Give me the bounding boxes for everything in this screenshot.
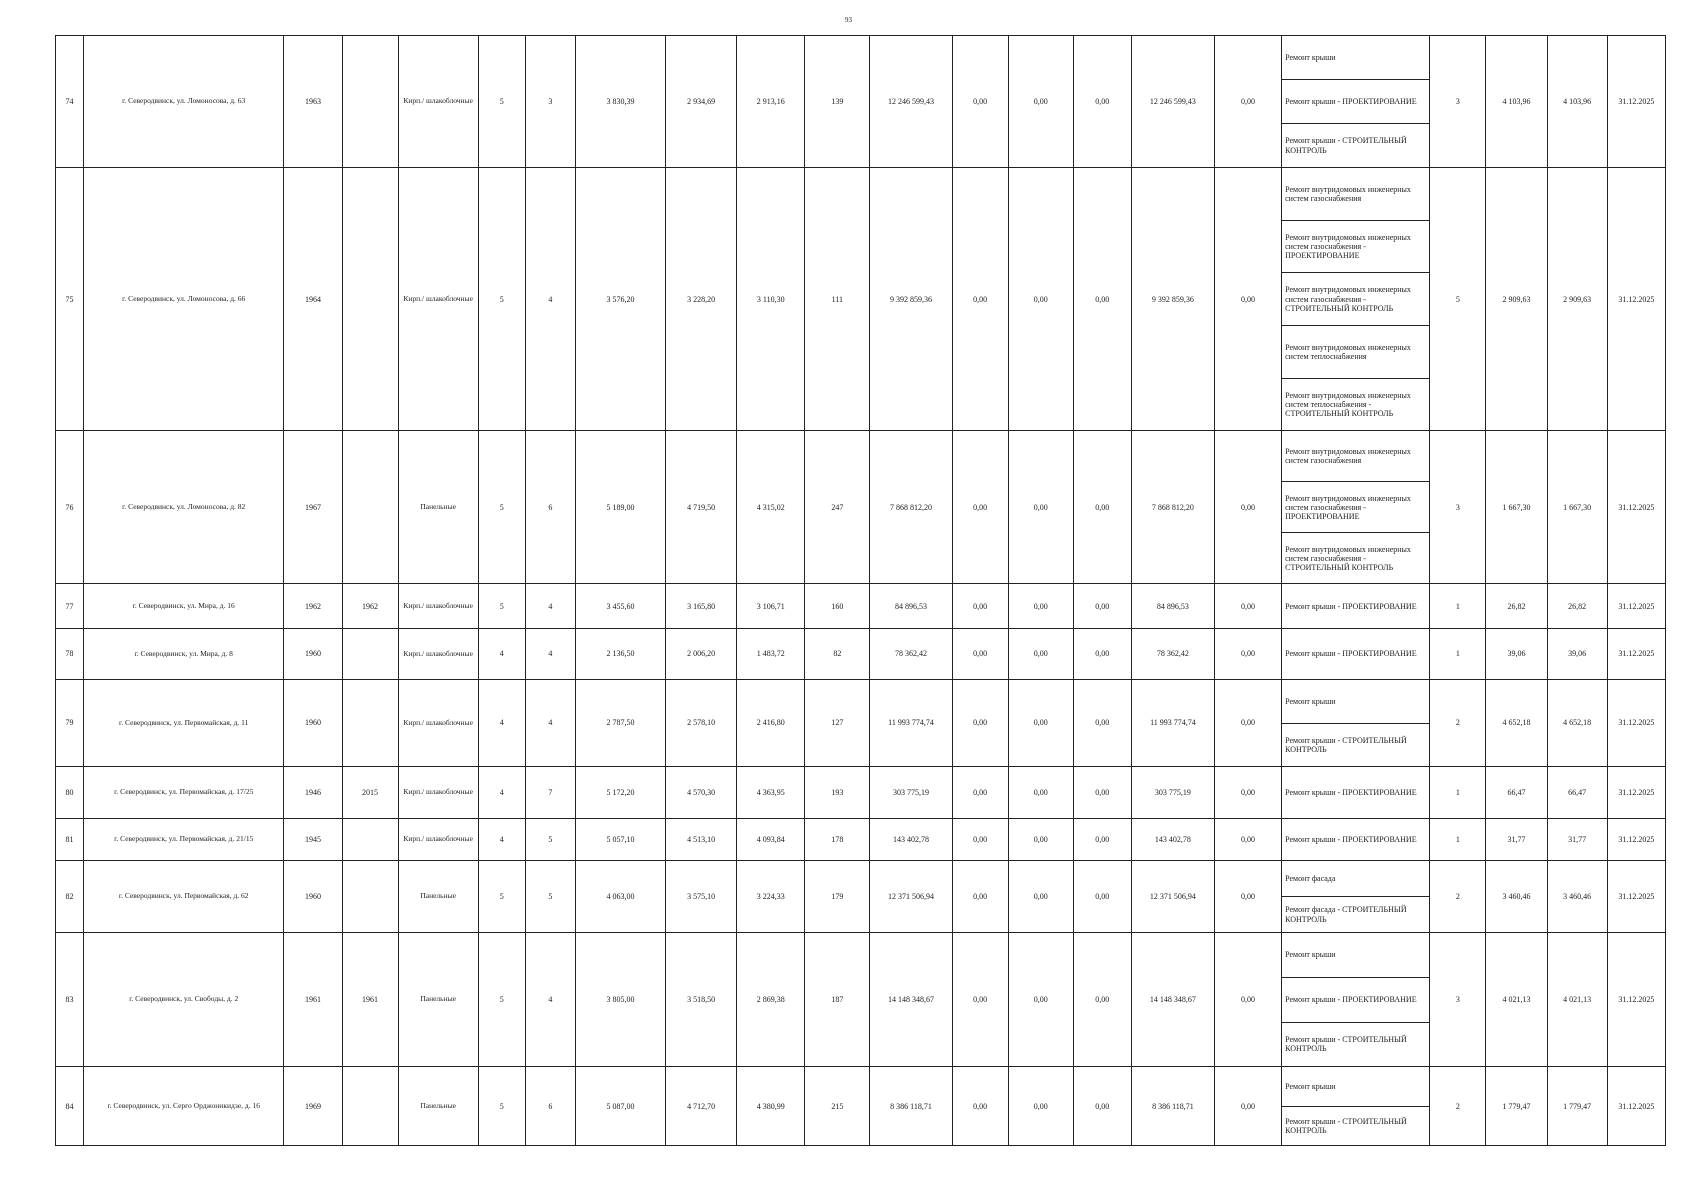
entrances-count: 4 bbox=[525, 168, 575, 431]
year-reconstructed: 2015 bbox=[342, 766, 398, 818]
unit-cost-limit: 4 103,96 bbox=[1547, 36, 1607, 168]
residents-count: 127 bbox=[805, 680, 870, 767]
year-reconstructed bbox=[342, 431, 398, 584]
entrances-count: 5 bbox=[525, 819, 575, 860]
cost-owners: 9 392 859,36 bbox=[1131, 168, 1214, 431]
unit-cost-limit: 3 460,46 bbox=[1547, 860, 1607, 933]
year-built: 1962 bbox=[284, 584, 342, 628]
works-list bbox=[1282, 933, 1429, 1066]
residential-area: 2 416,80 bbox=[737, 680, 805, 767]
cost-budget-municipal: 0,00 bbox=[1073, 766, 1131, 818]
works-count: 2 bbox=[1430, 680, 1486, 767]
works-cell bbox=[1282, 431, 1430, 584]
unit-cost: 3 460,46 bbox=[1486, 860, 1547, 933]
floors-count: 5 bbox=[478, 584, 525, 628]
work-item: Ремонт внутридомовых инженерных систем газоснабжения - ПРОЕКТИРОВАНИЕ bbox=[1282, 482, 1429, 533]
residents-count: 82 bbox=[805, 628, 870, 679]
cost-owners: 84 896,53 bbox=[1131, 584, 1214, 628]
floors-count: 5 bbox=[478, 168, 525, 431]
floors-count: 4 bbox=[478, 819, 525, 860]
cost-fund: 0,00 bbox=[952, 860, 1008, 933]
cost-budget-municipal: 0,00 bbox=[1073, 36, 1131, 168]
cost-owners: 303 775,19 bbox=[1131, 766, 1214, 818]
cost-budget-region: 0,00 bbox=[1008, 168, 1073, 431]
table-row bbox=[56, 628, 1666, 679]
table-row bbox=[56, 933, 1666, 1067]
year-built: 1964 bbox=[284, 168, 342, 431]
works-list bbox=[1282, 1067, 1429, 1145]
works-count: 1 bbox=[1430, 819, 1486, 860]
works-cell bbox=[1282, 860, 1430, 933]
row-number: 75 bbox=[56, 168, 84, 431]
living-area: 4 719,50 bbox=[666, 431, 737, 584]
living-area: 2 006,20 bbox=[666, 628, 737, 679]
address: г. Северодвинск, ул. Мира, д. 8 bbox=[84, 628, 284, 679]
repair-register-table bbox=[55, 35, 1666, 1146]
year-built: 1946 bbox=[284, 766, 342, 818]
cost-other: 0,00 bbox=[1214, 36, 1281, 168]
cost-budget-municipal: 0,00 bbox=[1073, 168, 1131, 431]
floors-count: 4 bbox=[478, 680, 525, 767]
cost-budget-municipal: 0,00 bbox=[1073, 680, 1131, 767]
living-area: 3 228,20 bbox=[666, 168, 737, 431]
works-count: 1 bbox=[1430, 628, 1486, 679]
unit-cost: 2 909,63 bbox=[1486, 168, 1547, 431]
works-cell bbox=[1282, 680, 1430, 767]
cost-budget-region: 0,00 bbox=[1008, 584, 1073, 628]
residential-area: 2 913,16 bbox=[737, 36, 805, 168]
address: г. Северодвинск, ул. Первомайская, д. 17/25 bbox=[84, 766, 284, 818]
residents-count: 139 bbox=[805, 36, 870, 168]
cost-owners: 12 246 599,43 bbox=[1131, 36, 1214, 168]
cost-other: 0,00 bbox=[1214, 766, 1281, 818]
table-row bbox=[56, 766, 1666, 818]
cost-fund: 0,00 bbox=[952, 1067, 1008, 1146]
works-cell bbox=[1282, 168, 1430, 431]
year-reconstructed bbox=[342, 1067, 398, 1146]
total-area: 5 172,20 bbox=[575, 766, 665, 818]
table-row bbox=[56, 36, 1666, 168]
deadline: 31.12.2025 bbox=[1607, 431, 1665, 584]
floors-count: 5 bbox=[478, 1067, 525, 1146]
total-cost: 12 246 599,43 bbox=[870, 36, 952, 168]
cost-budget-region: 0,00 bbox=[1008, 628, 1073, 679]
cost-fund: 0,00 bbox=[952, 819, 1008, 860]
total-cost: 84 896,53 bbox=[870, 584, 952, 628]
floors-count: 5 bbox=[478, 431, 525, 584]
row-number: 77 bbox=[56, 584, 84, 628]
unit-cost: 4 021,13 bbox=[1486, 933, 1547, 1067]
year-built: 1960 bbox=[284, 680, 342, 767]
cost-budget-municipal: 0,00 bbox=[1073, 819, 1131, 860]
total-cost: 78 362,42 bbox=[870, 628, 952, 679]
year-built: 1969 bbox=[284, 1067, 342, 1146]
unit-cost-limit: 39,06 bbox=[1547, 628, 1607, 679]
works-list bbox=[1282, 819, 1429, 859]
row-number: 76 bbox=[56, 431, 84, 584]
works-count: 3 bbox=[1430, 933, 1486, 1067]
living-area: 3 575,10 bbox=[666, 860, 737, 933]
residents-count: 193 bbox=[805, 766, 870, 818]
entrances-count: 4 bbox=[525, 680, 575, 767]
cost-other: 0,00 bbox=[1214, 431, 1281, 584]
deadline: 31.12.2025 bbox=[1607, 628, 1665, 679]
works-count: 1 bbox=[1430, 766, 1486, 818]
living-area: 3 165,80 bbox=[666, 584, 737, 628]
works-cell bbox=[1282, 766, 1430, 818]
cost-budget-region: 0,00 bbox=[1008, 766, 1073, 818]
year-built: 1960 bbox=[284, 860, 342, 933]
residents-count: 215 bbox=[805, 1067, 870, 1146]
table-row bbox=[56, 819, 1666, 860]
deadline: 31.12.2025 bbox=[1607, 36, 1665, 168]
table-row bbox=[56, 680, 1666, 767]
table-row bbox=[56, 168, 1666, 431]
row-number: 80 bbox=[56, 766, 84, 818]
address: г. Северодвинск, ул. Ломоносова, д. 63 bbox=[84, 36, 284, 168]
table-body bbox=[56, 36, 1666, 1146]
row-number: 84 bbox=[56, 1067, 84, 1146]
cost-owners: 78 362,42 bbox=[1131, 628, 1214, 679]
residents-count: 111 bbox=[805, 168, 870, 431]
total-cost: 11 993 774,74 bbox=[870, 680, 952, 767]
cost-owners: 12 371 506,94 bbox=[1131, 860, 1214, 933]
cost-budget-region: 0,00 bbox=[1008, 36, 1073, 168]
total-cost: 7 868 812,20 bbox=[870, 431, 952, 584]
address: г. Северодвинск, ул. Серго Орджоникидзе, д. 16 bbox=[84, 1067, 284, 1146]
works-cell bbox=[1282, 1067, 1430, 1146]
cost-owners: 11 993 774,74 bbox=[1131, 680, 1214, 767]
works-count: 1 bbox=[1430, 584, 1486, 628]
wall-material: Кирп./ шлакоблочные bbox=[398, 584, 478, 628]
works-list bbox=[1282, 584, 1429, 627]
unit-cost-limit: 2 909,63 bbox=[1547, 168, 1607, 431]
cost-budget-region: 0,00 bbox=[1008, 680, 1073, 767]
cost-owners: 143 402,78 bbox=[1131, 819, 1214, 860]
deadline: 31.12.2025 bbox=[1607, 933, 1665, 1067]
works-list bbox=[1282, 680, 1429, 766]
floors-count: 4 bbox=[478, 628, 525, 679]
works-list bbox=[1282, 36, 1429, 167]
work-item: Ремонт крыши bbox=[1282, 36, 1429, 80]
unit-cost-limit: 31,77 bbox=[1547, 819, 1607, 860]
total-cost: 12 371 506,94 bbox=[870, 860, 952, 933]
unit-cost: 1 667,30 bbox=[1486, 431, 1547, 584]
unit-cost-limit: 4 021,13 bbox=[1547, 933, 1607, 1067]
entrances-count: 6 bbox=[525, 1067, 575, 1146]
cost-budget-municipal: 0,00 bbox=[1073, 431, 1131, 584]
works-cell bbox=[1282, 628, 1430, 679]
residential-area: 4 380,99 bbox=[737, 1067, 805, 1146]
total-area: 5 189,00 bbox=[575, 431, 665, 584]
table-row bbox=[56, 1067, 1666, 1146]
residents-count: 160 bbox=[805, 584, 870, 628]
total-area: 3 830,39 bbox=[575, 36, 665, 168]
works-list bbox=[1282, 431, 1429, 583]
total-cost: 143 402,78 bbox=[870, 819, 952, 860]
table-row bbox=[56, 431, 1666, 584]
cost-fund: 0,00 bbox=[952, 680, 1008, 767]
work-item: Ремонт крыши - ПРОЕКТИРОВАНИЕ bbox=[1285, 834, 1417, 844]
unit-cost-limit: 1 779,47 bbox=[1547, 1067, 1607, 1146]
floors-count: 5 bbox=[478, 36, 525, 168]
works-list bbox=[1282, 168, 1429, 430]
work-item: Ремонт фасада bbox=[1282, 861, 1429, 897]
cost-budget-municipal: 0,00 bbox=[1073, 933, 1131, 1067]
table-row bbox=[56, 584, 1666, 628]
total-cost: 8 386 118,71 bbox=[870, 1067, 952, 1146]
residential-area: 3 224,33 bbox=[737, 860, 805, 933]
work-item: Ремонт фасада - СТРОИТЕЛЬНЫЙ КОНТРОЛЬ bbox=[1285, 905, 1407, 924]
year-reconstructed bbox=[342, 36, 398, 168]
wall-material: Панельные bbox=[398, 1067, 478, 1146]
wall-material: Панельные bbox=[398, 933, 478, 1067]
living-area: 4 712,70 bbox=[666, 1067, 737, 1146]
work-item: Ремонт крыши bbox=[1282, 1067, 1429, 1106]
cost-other: 0,00 bbox=[1214, 819, 1281, 860]
unit-cost: 1 779,47 bbox=[1486, 1067, 1547, 1146]
work-item: Ремонт крыши - СТРОИТЕЛЬНЫЙ КОНТРОЛЬ bbox=[1285, 1035, 1407, 1054]
cost-other: 0,00 bbox=[1214, 933, 1281, 1067]
wall-material: Кирп./ шлакоблочные bbox=[398, 819, 478, 860]
cost-other: 0,00 bbox=[1214, 628, 1281, 679]
total-cost: 9 392 859,36 bbox=[870, 168, 952, 431]
deadline: 31.12.2025 bbox=[1607, 168, 1665, 431]
entrances-count: 4 bbox=[525, 628, 575, 679]
address: г. Северодвинск, ул. Ломоносова, д. 82 bbox=[84, 431, 284, 584]
work-item: Ремонт крыши bbox=[1282, 680, 1429, 723]
cost-budget-municipal: 0,00 bbox=[1073, 584, 1131, 628]
deadline: 31.12.2025 bbox=[1607, 680, 1665, 767]
residential-area: 3 106,71 bbox=[737, 584, 805, 628]
unit-cost: 39,06 bbox=[1486, 628, 1547, 679]
wall-material: Панельные bbox=[398, 860, 478, 933]
cost-owners: 8 386 118,71 bbox=[1131, 1067, 1214, 1146]
cost-other: 0,00 bbox=[1214, 860, 1281, 933]
cost-fund: 0,00 bbox=[952, 933, 1008, 1067]
unit-cost: 66,47 bbox=[1486, 766, 1547, 818]
cost-fund: 0,00 bbox=[952, 584, 1008, 628]
unit-cost: 4 652,18 bbox=[1486, 680, 1547, 767]
residential-area: 3 110,30 bbox=[737, 168, 805, 431]
total-area: 5 087,00 bbox=[575, 1067, 665, 1146]
work-item: Ремонт внутридомовых инженерных систем газоснабжения - СТРОИТЕЛЬНЫЙ КОНТРОЛЬ bbox=[1285, 544, 1411, 572]
address: г. Северодвинск, ул. Первомайская, д. 62 bbox=[84, 860, 284, 933]
year-reconstructed bbox=[342, 168, 398, 431]
entrances-count: 4 bbox=[525, 584, 575, 628]
residents-count: 178 bbox=[805, 819, 870, 860]
entrances-count: 7 bbox=[525, 766, 575, 818]
residents-count: 247 bbox=[805, 431, 870, 584]
year-built: 1961 bbox=[284, 933, 342, 1067]
cost-other: 0,00 bbox=[1214, 168, 1281, 431]
cost-budget-municipal: 0,00 bbox=[1073, 860, 1131, 933]
entrances-count: 6 bbox=[525, 431, 575, 584]
unit-cost-limit: 66,47 bbox=[1547, 766, 1607, 818]
cost-fund: 0,00 bbox=[952, 431, 1008, 584]
total-area: 5 057,10 bbox=[575, 819, 665, 860]
deadline: 31.12.2025 bbox=[1607, 766, 1665, 818]
row-number: 81 bbox=[56, 819, 84, 860]
wall-material: Панельные bbox=[398, 431, 478, 584]
cost-budget-municipal: 0,00 bbox=[1073, 628, 1131, 679]
wall-material: Кирп./ шлакоблочные bbox=[398, 628, 478, 679]
living-area: 3 518,50 bbox=[666, 933, 737, 1067]
works-cell bbox=[1282, 36, 1430, 168]
work-item: Ремонт крыши - СТРОИТЕЛЬНЫЙ КОНТРОЛЬ bbox=[1285, 735, 1407, 754]
work-item: Ремонт крыши - СТРОИТЕЛЬНЫЙ КОНТРОЛЬ bbox=[1285, 136, 1407, 155]
deadline: 31.12.2025 bbox=[1607, 860, 1665, 933]
work-item: Ремонт крыши - ПРОЕКТИРОВАНИЕ bbox=[1285, 787, 1417, 797]
cost-budget-region: 0,00 bbox=[1008, 860, 1073, 933]
works-count: 5 bbox=[1430, 168, 1486, 431]
cost-budget-municipal: 0,00 bbox=[1073, 1067, 1131, 1146]
unit-cost-limit: 1 667,30 bbox=[1547, 431, 1607, 584]
address: г. Северодвинск, ул. Первомайская, д. 21/15 bbox=[84, 819, 284, 860]
work-item: Ремонт крыши - ПРОЕКТИРОВАНИЕ bbox=[1282, 978, 1429, 1023]
total-cost: 303 775,19 bbox=[870, 766, 952, 818]
cost-owners: 7 868 812,20 bbox=[1131, 431, 1214, 584]
wall-material: Кирп./ шлакоблочные bbox=[398, 766, 478, 818]
cost-other: 0,00 bbox=[1214, 680, 1281, 767]
cost-other: 0,00 bbox=[1214, 1067, 1281, 1146]
work-item: Ремонт крыши - ПРОЕКТИРОВАНИЕ bbox=[1285, 601, 1417, 611]
year-reconstructed: 1961 bbox=[342, 933, 398, 1067]
works-count: 3 bbox=[1430, 431, 1486, 584]
work-item: Ремонт крыши bbox=[1282, 933, 1429, 978]
residential-area: 4 093,84 bbox=[737, 819, 805, 860]
address: г. Северодвинск, ул. Первомайская, д. 11 bbox=[84, 680, 284, 767]
work-item: Ремонт внутридомовых инженерных систем газоснабжения bbox=[1282, 431, 1429, 482]
total-cost: 14 148 348,67 bbox=[870, 933, 952, 1067]
year-reconstructed bbox=[342, 860, 398, 933]
works-list bbox=[1282, 629, 1429, 679]
floors-count: 5 bbox=[478, 933, 525, 1067]
deadline: 31.12.2025 bbox=[1607, 584, 1665, 628]
residential-area: 1 483,72 bbox=[737, 628, 805, 679]
cost-budget-region: 0,00 bbox=[1008, 1067, 1073, 1146]
deadline: 31.12.2025 bbox=[1607, 1067, 1665, 1146]
wall-material: Кирп./ шлакоблочные bbox=[398, 36, 478, 168]
year-reconstructed bbox=[342, 628, 398, 679]
living-area: 4 570,30 bbox=[666, 766, 737, 818]
cost-owners: 14 148 348,67 bbox=[1131, 933, 1214, 1067]
work-item: Ремонт крыши - СТРОИТЕЛЬНЫЙ КОНТРОЛЬ bbox=[1285, 1116, 1407, 1135]
year-reconstructed: 1962 bbox=[342, 584, 398, 628]
cost-budget-region: 0,00 bbox=[1008, 431, 1073, 584]
work-item: Ремонт внутридомовых инженерных систем теплоснабжения bbox=[1282, 326, 1429, 379]
cost-fund: 0,00 bbox=[952, 168, 1008, 431]
year-built: 1960 bbox=[284, 628, 342, 679]
deadline: 31.12.2025 bbox=[1607, 819, 1665, 860]
cost-fund: 0,00 bbox=[952, 36, 1008, 168]
total-area: 3 455,60 bbox=[575, 584, 665, 628]
unit-cost-limit: 4 652,18 bbox=[1547, 680, 1607, 767]
row-number: 78 bbox=[56, 628, 84, 679]
floors-count: 5 bbox=[478, 860, 525, 933]
unit-cost-limit: 26,82 bbox=[1547, 584, 1607, 628]
residential-area: 4 363,95 bbox=[737, 766, 805, 818]
row-number: 74 bbox=[56, 36, 84, 168]
work-item: Ремонт крыши - ПРОЕКТИРОВАНИЕ bbox=[1285, 649, 1417, 659]
works-count: 2 bbox=[1430, 860, 1486, 933]
work-item: Ремонт крыши - ПРОЕКТИРОВАНИЕ bbox=[1282, 80, 1429, 124]
residential-area: 4 315,02 bbox=[737, 431, 805, 584]
row-number: 83 bbox=[56, 933, 84, 1067]
cost-fund: 0,00 bbox=[952, 628, 1008, 679]
cost-other: 0,00 bbox=[1214, 584, 1281, 628]
works-list bbox=[1282, 861, 1429, 933]
year-built: 1963 bbox=[284, 36, 342, 168]
address: г. Северодвинск, ул. Свободы, д. 2 bbox=[84, 933, 284, 1067]
works-list bbox=[1282, 767, 1429, 818]
works-cell bbox=[1282, 933, 1430, 1067]
cost-budget-region: 0,00 bbox=[1008, 933, 1073, 1067]
total-area: 2 136,50 bbox=[575, 628, 665, 679]
residents-count: 179 bbox=[805, 860, 870, 933]
unit-cost: 31,77 bbox=[1486, 819, 1547, 860]
total-area: 3 576,20 bbox=[575, 168, 665, 431]
unit-cost: 4 103,96 bbox=[1486, 36, 1547, 168]
address: г. Северодвинск, ул. Ломоносова, д. 66 bbox=[84, 168, 284, 431]
year-built: 1945 bbox=[284, 819, 342, 860]
page-number: 93 bbox=[845, 16, 852, 24]
total-area: 2 787,50 bbox=[575, 680, 665, 767]
residents-count: 187 bbox=[805, 933, 870, 1067]
living-area: 2 578,10 bbox=[666, 680, 737, 767]
entrances-count: 4 bbox=[525, 933, 575, 1067]
living-area: 2 934,69 bbox=[666, 36, 737, 168]
residential-area: 2 869,38 bbox=[737, 933, 805, 1067]
row-number: 79 bbox=[56, 680, 84, 767]
cost-fund: 0,00 bbox=[952, 766, 1008, 818]
table-row bbox=[56, 860, 1666, 933]
wall-material: Кирп./ шлакоблочные bbox=[398, 168, 478, 431]
work-item: Ремонт внутридомовых инженерных систем теплоснабжения - СТРОИТЕЛЬНЫЙ КОНТРОЛЬ bbox=[1285, 390, 1411, 418]
wall-material: Кирп./ шлакоблочные bbox=[398, 680, 478, 767]
cost-budget-region: 0,00 bbox=[1008, 819, 1073, 860]
address: г. Северодвинск, ул. Мира, д. 16 bbox=[84, 584, 284, 628]
year-reconstructed bbox=[342, 819, 398, 860]
works-cell bbox=[1282, 819, 1430, 860]
work-item: Ремонт внутридомовых инженерных систем газоснабжения - ПРОЕКТИРОВАНИЕ bbox=[1282, 221, 1429, 274]
row-number: 82 bbox=[56, 860, 84, 933]
unit-cost: 26,82 bbox=[1486, 584, 1547, 628]
year-reconstructed bbox=[342, 680, 398, 767]
entrances-count: 5 bbox=[525, 860, 575, 933]
floors-count: 4 bbox=[478, 766, 525, 818]
works-count: 2 bbox=[1430, 1067, 1486, 1146]
work-item: Ремонт внутридомовых инженерных систем газоснабжения - СТРОИТЕЛЬНЫЙ КОНТРОЛЬ bbox=[1282, 273, 1429, 326]
total-area: 3 805,00 bbox=[575, 933, 665, 1067]
works-count: 3 bbox=[1430, 36, 1486, 168]
work-item: Ремонт внутридомовых инженерных систем газоснабжения bbox=[1282, 168, 1429, 221]
entrances-count: 3 bbox=[525, 36, 575, 168]
works-cell bbox=[1282, 584, 1430, 628]
year-built: 1967 bbox=[284, 431, 342, 584]
living-area: 4 513,10 bbox=[666, 819, 737, 860]
total-area: 4 063,00 bbox=[575, 860, 665, 933]
